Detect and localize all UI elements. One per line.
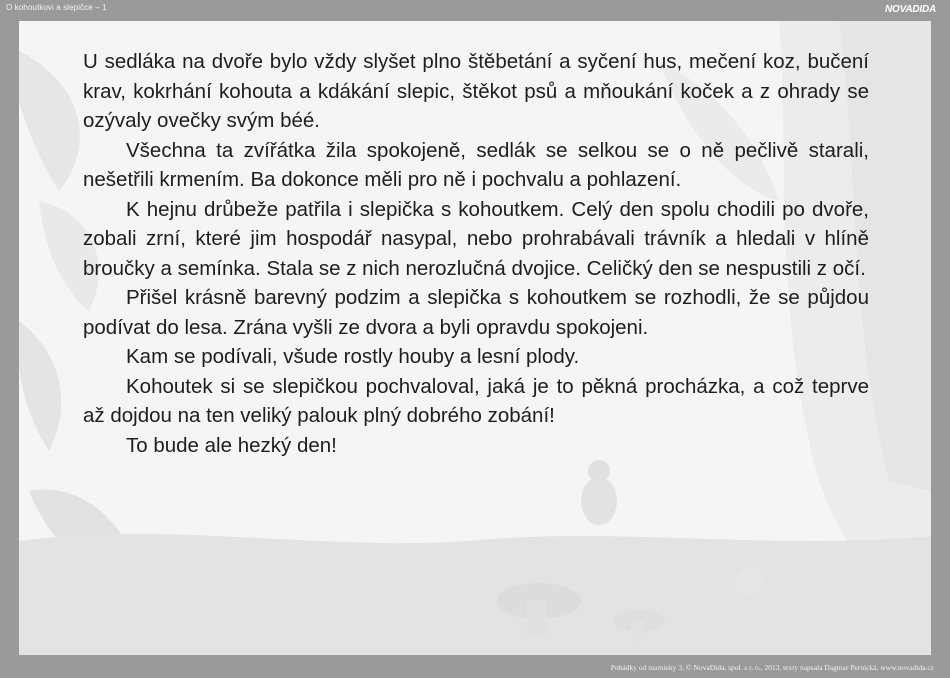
page-header-label: O kohoutkovi a slepičce – 1 [6, 3, 107, 12]
paragraph-6: Kohoutek si se slepičkou pochvaloval, jaká je to pěkná procházka, a což teprve až dojdou na ten veliký palouk plný dobrého zobání! [83, 374, 869, 427]
paragraph-2: Všechna ta zvířátka žila spokojeně, sedlák se selkou se o ně pečlivě starali, nešetřili krmením. Ba dokonce měli pro ně i pochvalu a pohlazení. [83, 138, 869, 191]
paragraph-7: To bude ale hezký den! [126, 433, 337, 457]
paragraph-1: U sedláka na dvoře bylo vždy slyšet plno štěbetání a syčení hus, mečení koz, bučení krav, kokrhání kohouta a kdákání slepic, štěkot psů a mňoukání koček a z ohrady se ozývaly ovečky svým béé. [83, 50, 869, 132]
paragraph-4: Přišel krásně barevný podzim a slepička s kohoutkem se rozhodli, že se půjdou podívat do lesa. Zrána vyšli ze dvora a byli opravdu spokojeni. [83, 286, 869, 339]
story-panel [19, 21, 931, 655]
story-text [83, 47, 869, 460]
copyright-footer: Pohádky od maminky 3, © NovaDida, spol. s r. o., 2013, texty napsala Dagmar Pernická, www.novadida.cz [610, 663, 934, 672]
paragraph-3: K hejnu drůbeže patřila i slepička s kohoutkem. Celý den spolu chodili po dvoře, zobali zrní, které jim hospodář nasypal, nebo prohrabávali trávník a hledali v hlíně broučky a semínka. Stala se z nich nerozlučná dvojice. Celičký den se nespustili z očí. [83, 197, 869, 280]
brand-logo: NOVADIDA [885, 4, 936, 15]
paragraph-5: Kam se podívali, všude rostly houby a lesní plody. [126, 345, 580, 368]
